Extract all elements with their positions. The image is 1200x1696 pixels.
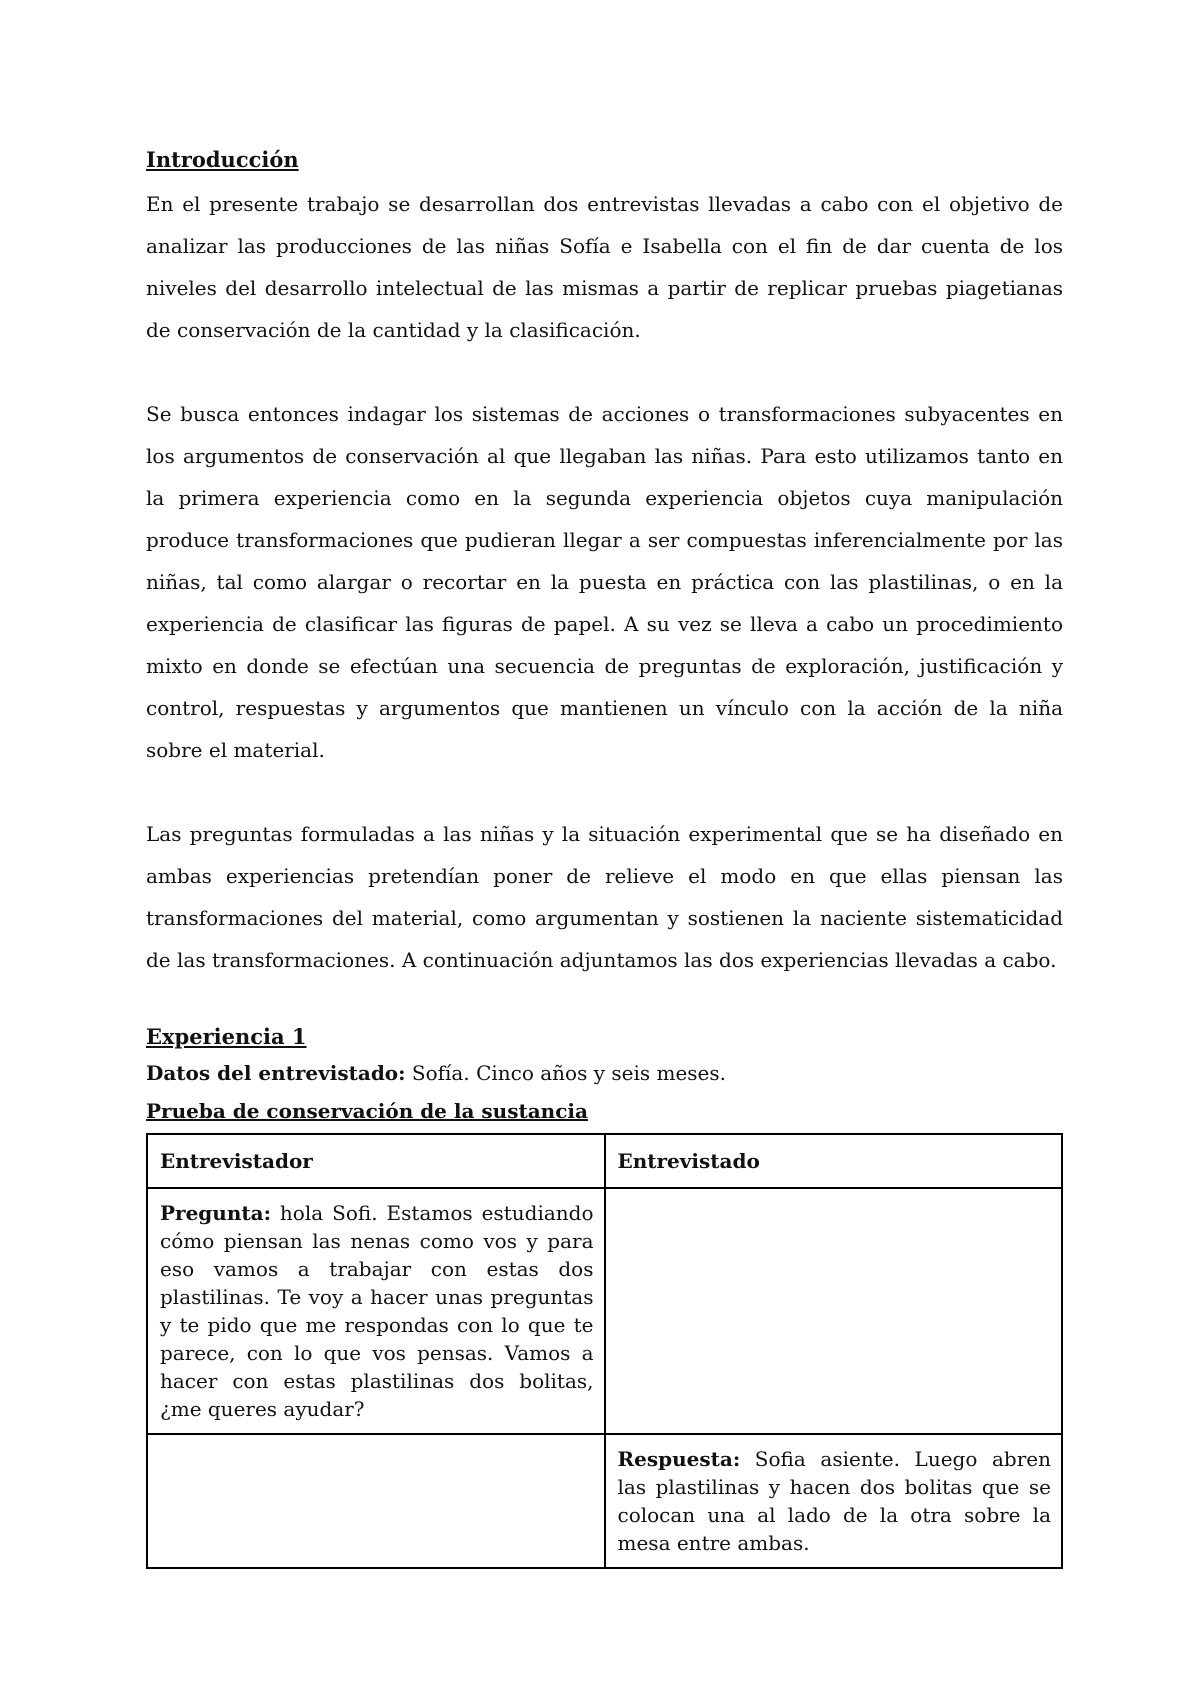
table-header-row bbox=[147, 1134, 1062, 1188]
table-row bbox=[147, 1188, 1062, 1434]
subject-data bbox=[146, 1059, 1063, 1087]
subject-label: Datos del entrevistado: bbox=[146, 1061, 406, 1085]
question-text: hola Sofi. Estamos estudiando cómo piensan las nenas como vos y para eso vamos a trabajar con estas dos plastilinas. Te voy a hacer unas preguntas y te pido que me respondas con lo que te parece, con lo que vos pensas. Vamos a hacer con estas plastilinas dos bolitas, ¿me queres ayudar? bbox=[160, 1201, 594, 1421]
intro-paragraph-3: Las preguntas formuladas a las niñas y la situación experimental que se ha diseñado en ambas experiencias pretendían poner de relieve el modo en que ellas piensan las transformaciones del material, como argumentan y sostienen la naciente sistematicidad de las transformaciones. A continuación adjuntamos las dos experiencias llevadas a cabo. bbox=[146, 822, 1063, 972]
answer-text: Sofia asiente. Luego abren las plastilinas y hacen dos bolitas que se colocan una al lado de la otra sobre la mesa entre ambas. bbox=[617, 1447, 1051, 1555]
header-interviewer: Entrevistador bbox=[147, 1134, 605, 1188]
document-page bbox=[146, 146, 1063, 1569]
answer-label: Respuesta: bbox=[617, 1447, 741, 1471]
subject-value: Sofía. Cinco años y seis meses. bbox=[405, 1061, 727, 1085]
test-title: Prueba de conservación de la sustancia bbox=[146, 1099, 588, 1123]
intro-heading: Introducción bbox=[146, 147, 299, 172]
experience-heading: Experiencia 1 bbox=[146, 1024, 307, 1049]
question-cell bbox=[147, 1188, 605, 1434]
table-row bbox=[147, 1434, 1062, 1568]
question-label: Pregunta: bbox=[160, 1201, 271, 1225]
empty-cell bbox=[147, 1434, 605, 1568]
intro-paragraph-2: Se busca entonces indagar los sistemas de acciones o transformaciones subyacentes en los argumentos de conservación al que llegaban las niñas. Para esto utilizamos tanto en la primera experiencia como en la segunda experiencia objetos cuya manipulación produce transformaciones que pudieran llegar a ser compuestas inferencialmente por las niñas, tal como alargar o recortar en la puesta en práctica con las plastilinas, o en la experiencia de clasificar las figuras de papel. A su vez se lleva a cabo un procedimiento mixto en donde se efectúan una secuencia de preguntas de exploración, justificación y control, respuestas y argumentos que mantienen un vínculo con la acción de la niña sobre el material. bbox=[146, 402, 1063, 762]
answer-cell bbox=[605, 1434, 1063, 1568]
header-interviewee: Entrevistado bbox=[605, 1134, 1063, 1188]
intro-paragraph-1: En el presente trabajo se desarrollan dos entrevistas llevadas a cabo con el objetivo de analizar las producciones de las niñas Sofía e Isabella con el fin de dar cuenta de los niveles del desarrollo intelectual de las mismas a partir de replicar pruebas piagetianas de conservación de la cantidad y la clasificación. bbox=[146, 192, 1063, 342]
empty-cell bbox=[605, 1188, 1063, 1434]
interview-table bbox=[146, 1133, 1063, 1569]
